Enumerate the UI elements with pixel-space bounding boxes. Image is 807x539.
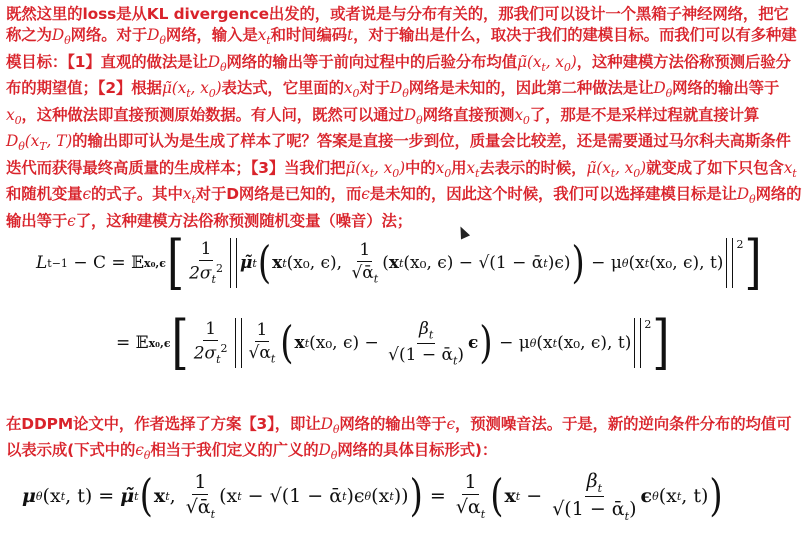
inline-math: $D_\theta$ [653, 79, 673, 101]
ddpm-choice-paragraph [6, 414, 804, 467]
intro-paragraph [6, 4, 804, 232]
inline-math: $x_0$ [514, 105, 530, 127]
inline-math: $x_0$ [343, 79, 360, 101]
inline-math: t [347, 26, 354, 45]
text-run: 网络的输出等于前向过程中的后验分布均值 [226, 52, 517, 71]
text-run: 网络。对于 [70, 26, 148, 45]
text-run: 网络的输出等于 [672, 79, 780, 98]
text-run: 对于 [359, 79, 390, 98]
text-run: 对于D网络是已知的，而 [195, 185, 362, 204]
text-run: 网络直接预测 [422, 105, 515, 124]
text-run: 既然这里的loss是从KL divergence出发的，或者说是与分布有关的，那我们可以设计一个黑箱子神经网络，把它称之为 [6, 5, 789, 45]
inline-math: $x_t$ [466, 158, 480, 180]
inline-math: $D_\theta$ [51, 26, 71, 48]
inline-math: $D_\theta(x_T$, T) [6, 132, 73, 154]
text-run: 了，那是不是采样过程就直接计算 [529, 105, 760, 124]
inline-math: $x_t$ [182, 185, 196, 207]
inline-math: $\mũ(x_t$, $x_0$) [345, 158, 406, 180]
text-run: 的式子。其中 [91, 185, 183, 204]
inline-math: $x_t$ [257, 26, 271, 48]
inline-math: $x_t$ [783, 158, 797, 180]
text-run: ，这种建模方法俗称预测后验分布的期望值；【2】根据 [6, 52, 791, 98]
text-run: 用 [451, 158, 467, 177]
loss-equation-line-1: L t−1 − C = 𝔼 x₀,ϵ [ $\frac{1}{2\sigma_t^2}$ μ̃ t ( x t (x₀, ϵ) , $\frac{1}{√ᾱ_t}$ ( x t (x₀, ϵ) − √(1 − ᾱ t )ϵ) ) − μ θ (x t (x₀, ϵ), t) $^2$ ] [36, 227, 762, 297]
text-run: 网络的输出等于 [339, 415, 447, 433]
inline-math: $x_0$ [6, 105, 22, 127]
inline-math: $D_\theta$ [207, 52, 227, 74]
text-run: 去表示的时候， [479, 158, 587, 177]
inline-math: ϵ [82, 185, 91, 204]
inline-math: $D_\theta$ [318, 441, 338, 463]
inline-math: $\mũ(x_t$, $x_0$) [161, 79, 222, 101]
text-run: ，这种做法即直接预测原始数据。有人问，既然可以通过 [21, 105, 404, 124]
text-run: 中的 [405, 158, 436, 177]
text-run: 网络的具体目标形式)： [337, 441, 498, 460]
inline-math: ϵ [361, 185, 370, 204]
text-run: 表达式，它里面的 [221, 79, 344, 98]
text-run: ，预测噪音法。于是，新的逆向条件分布的均值可以表示成(下式中的 [6, 415, 792, 460]
reverse-mean-equation: μ θ (x t , t) = μ̃ t ( x t , $\frac{1}{√ᾱ_t}$ (x t − √(1 − ᾱ t )ϵ θ (x t )) ) = $\frac{1}{√\alpha_t}$ ( x t − $\frac{\beta_t}{√(1 - ᾱ_t)}$ ϵ θ (x t , t) ) [22, 470, 723, 523]
inline-math: $x_0$ [435, 158, 452, 180]
text-run: ，对于输出是什么，取决于我们的建模目标。而我们可以有多种建模目标：【1】直观的做法是让 [6, 26, 797, 71]
text-run: 和随机变量 [6, 185, 83, 204]
text-run: 是未知的，因此这个时候，我们可以选择建模目标是让 [369, 185, 737, 204]
inline-math: ϵ [446, 415, 455, 433]
text-run: 的输出即可认为是生成了样本了呢？答案是直接一步到位，质量会比较差，还是需要通过马尔科夫高斯条件迭代而获得最终高质量的生成样本；【3】当我们把 [6, 132, 791, 177]
inline-math: $\epsilon_\theta$ [135, 441, 151, 463]
text-run: 就变成了如下只包含 [646, 158, 784, 177]
inline-math: $\mũ(x_t$, $x_0$) [586, 158, 647, 180]
inline-math: $\mũ(x_t$, $x_0$) [517, 52, 577, 74]
inline-math: $D_\theta$ [147, 26, 166, 48]
inline-math: $D_\theta$ [389, 79, 409, 101]
inline-math: $D_\theta$ [736, 185, 756, 207]
text-run: 网络的输出等于 [6, 185, 802, 230]
inline-math: $D_\theta$ [403, 105, 423, 127]
text-run: 网络是未知的，因此第二种做法是让 [408, 79, 654, 98]
loss-equation-line-2: = 𝔼 x₀,ϵ [ $\frac{1}{2\sigma_t^2}$ $\frac{1}{√\alpha_t}$ ( x t (x₀, ϵ) − $\frac{\beta_t}{√(1 - ᾱ_t)}$ ϵ ) − μ θ (x t (x₀, ϵ), t) $^2$ ] [116, 307, 670, 377]
text-run: 在DDPM论文中，作者选择了方案【3】，即让 [6, 415, 321, 433]
text-run: 了，这种建模方法俗称预测随机变量（噪音）法； [75, 211, 413, 230]
text-run: 相当于我们定义的广义的 [150, 441, 319, 460]
inline-math: ϵ [67, 211, 76, 230]
text-run: 网络，输入是 [165, 26, 258, 45]
text-run: 和时间编码 [270, 26, 348, 45]
inline-math: $D_\theta$ [320, 415, 340, 437]
